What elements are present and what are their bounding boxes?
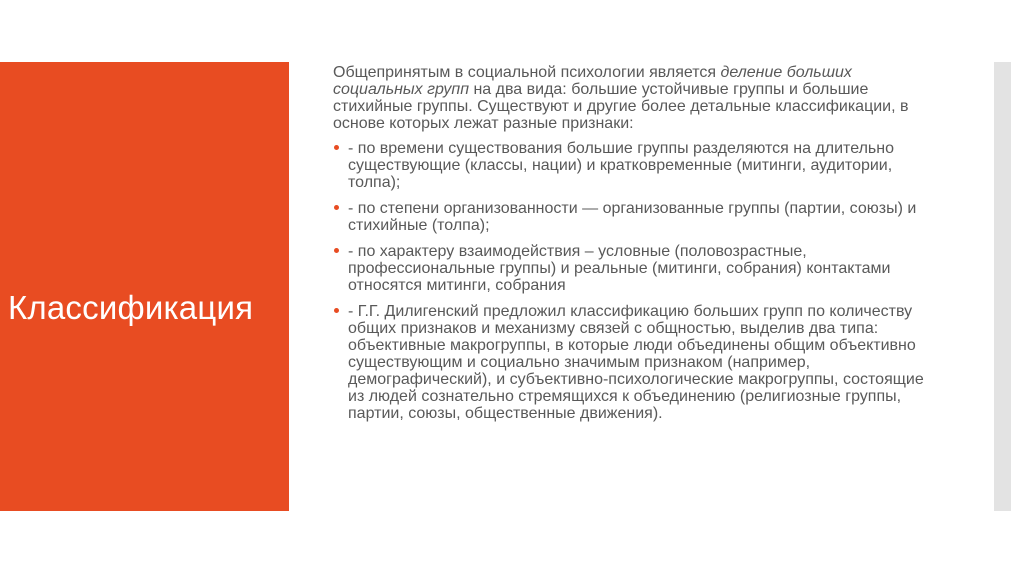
intro-paragraph [333, 64, 943, 132]
bullet-dot-icon [334, 308, 339, 313]
intro-text-before: Общепринятым в социальной психологии является [333, 64, 721, 81]
bullet-dot-icon [334, 248, 339, 253]
intro-text-after: на два вида: большие устойчивые группы и большие стихийные группы. Существуют и другие более детальные классификации, в основе которых лежат разные признаки: [333, 81, 909, 132]
bullet-item-interaction [333, 243, 943, 294]
content-area [333, 64, 943, 431]
bullet-item-organization [333, 200, 943, 234]
scrollbar[interactable] [994, 62, 1011, 511]
bullet-item-diligensky [333, 303, 943, 422]
title-panel [0, 62, 289, 511]
bullet-text: - Г.Г. Дилигенский предложил классификацию больших групп по количеству общих признаков и механизму связей с общностью, выделив два типа: объективные макрогруппы, в которые люди объединены общим объективно существующим и социально значимым признаком (например, демографический), и субъективно-психологические макрогруппы, состоящие из людей сознательно стремящихся к объединению (религиозные группы, партии, союзы, общественные движения). [348, 303, 924, 422]
bullet-text: - по характеру взаимодействия – условные (половозрастные, профессиональные группы) и реальные (митинги, собрания) контактами относятся митинги, собрания [348, 243, 891, 294]
slide-title: Классификация [8, 289, 254, 326]
intro-emphasis: деление больших социальных групп [333, 64, 852, 98]
bullet-text: - по степени организованности — организованные группы (партии, союзы) и стихийные (толпа); [348, 200, 917, 234]
bullet-dot-icon [334, 145, 339, 150]
bullet-text: - по времени существования большие группы разделяются на длительно существующие (классы, нации) и кратковременные (митинги, аудитории, толпа); [348, 140, 894, 191]
bullet-dot-icon [334, 205, 339, 210]
bullet-list [333, 140, 943, 422]
bullet-item-duration [333, 140, 943, 191]
